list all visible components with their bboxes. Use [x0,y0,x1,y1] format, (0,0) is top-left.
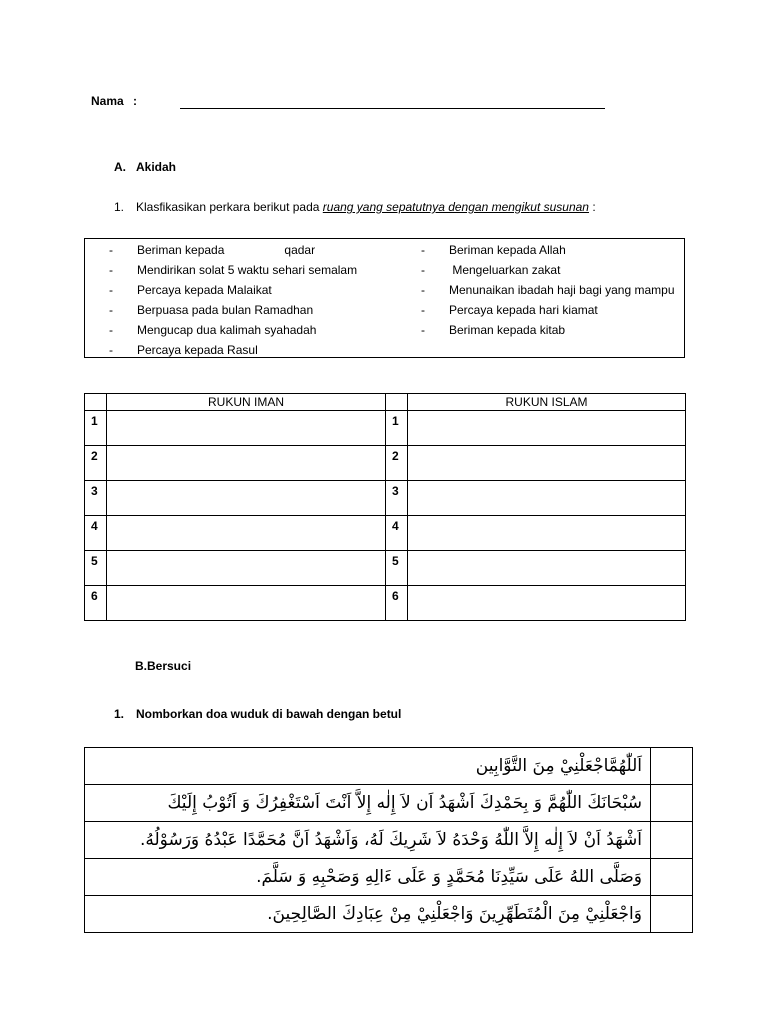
option-item: - Mengucap dua kalimah syahadah [109,323,317,337]
header-num-cell [386,394,408,411]
option-item: - Mengeluarkan zakat [421,263,561,277]
row-number-islam: 5 [386,551,408,586]
rukun-table [84,393,686,621]
option-item: - Percaya kepada Malaikat [109,283,272,297]
row-number-islam: 4 [386,516,408,551]
option-item: - Berpuasa pada bulan Ramadhan [109,303,314,317]
question-1-colon: : [588,200,596,214]
section-a-heading [114,160,176,174]
number-answer-box[interactable] [651,822,693,859]
answer-cell-islam[interactable] [408,516,686,551]
option-item: - Mendirikan solat 5 waktu sehari semalam [109,263,358,277]
option-item: - Percaya kepada hari kiamat [421,303,598,317]
question-2-text: Nomborkan doa wuduk di bawah dengan betul [136,707,402,721]
answer-cell-islam[interactable] [408,551,686,586]
question-2 [114,707,401,721]
nama-label: Nama [91,94,124,108]
table-row [85,859,693,896]
option-item: - Percaya kepada Rasul [109,343,258,357]
answer-cell-islam[interactable] [408,586,686,621]
doa-text: اَشْهَدُ اَنْ لاَ إِلٰه إِلاَّ اللّٰهُ وَحْدَهُ لاَ شَرِيكَ لَهُ، وَاَشْهَدُ اَنَّ مُحَمَّدًا عَبْدُهُ وَرَسُوْلُهُ. [85,822,651,859]
option-item: - Beriman kepada qadar [109,243,316,257]
header-rukun-islam: RUKUN ISLAM [408,394,686,411]
row-number-iman: 2 [85,446,107,481]
options-right-column [421,240,675,340]
table-row [85,822,693,859]
doa-text: وَصَلَّى اللهُ عَلَى سَيِّدِنَا مُحَمَّدٍ وَ عَلَى ءَالِهِ وَصَحْبِهِ وَ سَلَّمَ. [85,859,651,896]
table-row [85,896,693,933]
row-number-iman: 1 [85,411,107,446]
row-number-islam: 1 [386,411,408,446]
option-item: - Beriman kepada Allah [421,243,566,257]
doa-text: اَللّٰهُمَّاجْعَلْنِيْ مِنَ التَّوَّابِين [85,748,651,785]
row-number-iman: 4 [85,516,107,551]
question-1-emphasis: ruang yang sepatutnya dengan mengikut susunan [322,200,589,214]
question-1 [114,200,596,214]
question-1-text: Klasfikasikan perkara berikut pada [136,200,323,214]
answer-cell-islam[interactable] [408,411,686,446]
row-number-islam: 3 [386,481,408,516]
row-number-islam: 2 [386,446,408,481]
section-b-title: B.Bersuci [135,659,192,673]
number-answer-box[interactable] [651,896,693,933]
row-number-islam: 6 [386,586,408,621]
options-left-column [109,240,357,360]
answer-cell-islam[interactable] [408,446,686,481]
answer-cell-islam[interactable] [408,481,686,516]
question-2-number: 1. [114,707,125,721]
table-row [85,551,686,586]
answer-cell-iman[interactable] [107,481,386,516]
section-a-label: A. [114,160,126,174]
question-1-number: 1. [114,200,125,214]
number-answer-box[interactable] [651,785,693,822]
answer-cell-iman[interactable] [107,446,386,481]
header-num-cell [85,394,107,411]
answer-cell-iman[interactable] [107,551,386,586]
table-row [85,411,686,446]
options-box [84,238,685,358]
answer-cell-iman[interactable] [107,516,386,551]
number-answer-box[interactable] [651,859,693,896]
table-row [85,586,686,621]
nama-colon: : [133,94,137,108]
doa-text: وَاجْعَلْنِيْ مِنَ الْمُتَطَهِّرِينَ وَاجْعَلْنِيْ مِنْ عِبَادِكَ الصَّالِحِينَ. [85,896,651,933]
number-answer-box[interactable] [651,748,693,785]
row-number-iman: 5 [85,551,107,586]
doa-table [84,747,693,933]
table-row [85,481,686,516]
doa-text: سُبْحَانَكَ اللّٰهُمَّ وَ بِحَمْدِكَ اَشْهَدُ اَن لاَ إِلٰه إِلاَّ اَنْتَ اَسْتَغْفِرُكَ وَ اَتُوْبُ إِلَيْكَ [85,785,651,822]
table-row [85,748,693,785]
row-number-iman: 3 [85,481,107,516]
header-rukun-iman: RUKUN IMAN [107,394,386,411]
answer-cell-iman[interactable] [107,411,386,446]
table-row [85,516,686,551]
option-item: - Menunaikan ibadah haji bagi yang mampu [421,283,675,297]
table-row [85,785,693,822]
section-a-title: Akidah [136,160,177,174]
answer-cell-iman[interactable] [107,586,386,621]
nama-input-line[interactable] [180,108,605,109]
row-number-iman: 6 [85,586,107,621]
table-row [85,446,686,481]
rukun-table-header [85,394,686,411]
option-item: - Beriman kepada kitab [421,323,566,337]
